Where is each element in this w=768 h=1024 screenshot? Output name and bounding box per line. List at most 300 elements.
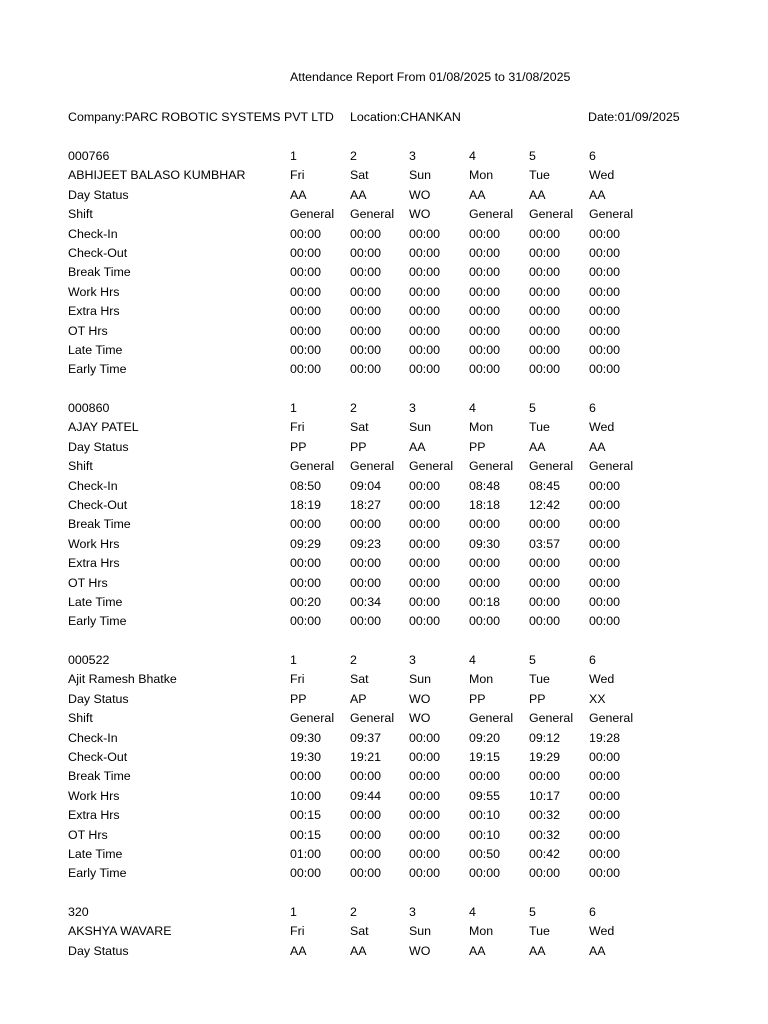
day-cell: General — [589, 711, 634, 726]
break-time-row — [0, 515, 768, 534]
row-label: Break Time — [68, 265, 131, 280]
row-label: Work Hrs — [68, 536, 120, 551]
day-cell: 00:18 — [469, 594, 501, 609]
day-cell: 09:30 — [469, 536, 501, 551]
day-cell: 4 — [469, 653, 476, 667]
day-cell: 12:42 — [529, 497, 561, 512]
day-cell: 00:00 — [589, 284, 621, 299]
day-cell: WO — [409, 943, 431, 958]
ot-hrs-row — [0, 574, 768, 593]
day-cell: 09:12 — [529, 730, 561, 745]
day-cell: General — [529, 711, 574, 726]
day-cell: 4 — [469, 149, 476, 163]
day-cell: 00:10 — [469, 827, 501, 842]
day-cell: 09:23 — [350, 536, 382, 551]
row-label: OT Hrs — [68, 827, 108, 842]
day-cell: 00:00 — [290, 866, 322, 881]
day-cell: 00:32 — [529, 808, 561, 823]
shift-row — [0, 709, 768, 728]
day-cell: 00:32 — [529, 827, 561, 842]
day-cell: 00:00 — [589, 362, 621, 377]
day-cell: 00:00 — [409, 846, 441, 861]
day-cell: 00:00 — [589, 245, 621, 260]
day-cell: Sat — [350, 924, 369, 939]
row-label: Early Time — [68, 614, 127, 629]
day-cell: 00:00 — [409, 478, 441, 493]
day-cell: 00:00 — [589, 323, 621, 338]
day-cell: 09:20 — [469, 730, 501, 745]
row-label: Day Status — [68, 439, 129, 454]
day-status-row — [0, 186, 768, 205]
day-cell: 00:00 — [469, 342, 501, 357]
day-cell: 00:00 — [589, 808, 621, 823]
day-cell: 2 — [350, 149, 357, 163]
day-cell: Sun — [409, 420, 432, 435]
day-cell: 00:00 — [350, 808, 382, 823]
day-cell: 6 — [589, 149, 596, 163]
extra-hrs-row — [0, 302, 768, 321]
day-cell: 00:00 — [589, 866, 621, 881]
day-cell: 00:00 — [290, 226, 322, 241]
day-cell: 00:00 — [469, 575, 501, 590]
row-label: Check-In — [68, 226, 118, 241]
day-cell: 00:00 — [350, 517, 382, 532]
day-cell: General — [529, 207, 574, 222]
day-cell: 00:00 — [409, 866, 441, 881]
row-label: Check-Out — [68, 245, 128, 260]
row-label: AKSHYA WAVARE — [68, 924, 172, 939]
day-cell: 00:00 — [469, 284, 501, 299]
day-cell: 10:17 — [529, 788, 561, 803]
day-cell: 00:00 — [290, 769, 322, 784]
day-cell: XX — [589, 691, 606, 706]
day-cell: 00:00 — [529, 245, 561, 260]
day-cell: 3 — [409, 401, 416, 415]
day-cell: 00:00 — [469, 866, 501, 881]
employee-block — [0, 147, 768, 380]
report-title: Attendance Report From 01/08/2025 to 31/08/2025 — [290, 70, 571, 84]
day-cell: 00:00 — [290, 304, 322, 319]
day-cell: 00:00 — [290, 323, 322, 338]
day-cell: 00:00 — [589, 788, 621, 803]
day-cell: 00:00 — [350, 556, 382, 571]
day-cell: 00:00 — [529, 769, 561, 784]
check-in-row — [0, 729, 768, 748]
day-cell: AA — [529, 187, 546, 202]
day-cell: Sat — [350, 168, 369, 183]
employee-code-row — [0, 903, 768, 922]
day-cell: 5 — [529, 401, 536, 415]
day-cell: AA — [290, 943, 307, 958]
day-cell: 09:55 — [469, 788, 501, 803]
day-cell: 00:00 — [409, 769, 441, 784]
extra-hrs-row — [0, 554, 768, 573]
late-time-row — [0, 845, 768, 864]
day-cell: 00:00 — [409, 808, 441, 823]
day-cell: AA — [589, 439, 606, 454]
day-cell: General — [290, 459, 335, 474]
day-cell: 00:00 — [469, 245, 501, 260]
day-cell: General — [469, 459, 514, 474]
day-cell: WO — [409, 187, 431, 202]
day-status-row — [0, 690, 768, 709]
day-cell: 00:00 — [409, 284, 441, 299]
day-cell: 00:42 — [529, 846, 561, 861]
day-cell: Wed — [589, 420, 615, 435]
day-cell: PP — [290, 691, 307, 706]
day-cell: 00:00 — [469, 362, 501, 377]
row-label: Extra Hrs — [68, 808, 120, 823]
day-cell: 00:00 — [350, 284, 382, 299]
day-cell: 03:57 — [529, 536, 561, 551]
day-cell: 09:04 — [350, 478, 382, 493]
late-time-row — [0, 341, 768, 360]
day-cell: 6 — [589, 905, 596, 919]
day-cell: 00:00 — [589, 594, 621, 609]
row-label: 320 — [68, 905, 89, 919]
day-cell: 00:00 — [350, 846, 382, 861]
day-cell: 09:30 — [290, 730, 322, 745]
day-cell: 00:00 — [409, 749, 441, 764]
day-cell: 00:00 — [469, 226, 501, 241]
break-time-row — [0, 767, 768, 786]
employee-name-row — [0, 922, 768, 941]
day-cell: General — [290, 711, 335, 726]
day-cell: 1 — [290, 905, 297, 919]
day-status-row — [0, 942, 768, 961]
day-cell: 5 — [529, 905, 536, 919]
day-cell: 00:00 — [409, 788, 441, 803]
day-cell: 00:00 — [290, 575, 322, 590]
row-label: Shift — [68, 711, 93, 726]
day-cell: Tue — [529, 924, 550, 939]
day-cell: 00:00 — [469, 769, 501, 784]
ot-hrs-row — [0, 322, 768, 341]
day-cell: Sun — [409, 672, 432, 687]
day-cell: 00:00 — [589, 536, 621, 551]
work-hrs-row — [0, 787, 768, 806]
row-label: Extra Hrs — [68, 556, 120, 571]
employee-name-row — [0, 166, 768, 185]
row-label: 000860 — [68, 401, 110, 415]
early-time-row — [0, 864, 768, 883]
day-cell: 00:00 — [350, 265, 382, 280]
day-cell: 00:00 — [409, 342, 441, 357]
break-time-row — [0, 263, 768, 282]
day-cell: 00:20 — [290, 594, 322, 609]
day-cell: AA — [350, 943, 367, 958]
day-cell: 00:00 — [529, 866, 561, 881]
row-label: 000766 — [68, 149, 110, 163]
day-cell: 3 — [409, 653, 416, 667]
day-cell: PP — [469, 439, 486, 454]
day-cell: AA — [589, 187, 606, 202]
day-cell: 00:00 — [350, 362, 382, 377]
row-label: OT Hrs — [68, 323, 108, 338]
row-label: Work Hrs — [68, 788, 120, 803]
day-cell: 00:00 — [290, 614, 322, 629]
row-label: Day Status — [68, 943, 129, 958]
day-cell: 00:00 — [469, 304, 501, 319]
day-cell: 00:10 — [469, 808, 501, 823]
employee-code-row — [0, 651, 768, 670]
report-date: Date:01/09/2025 — [588, 110, 680, 124]
employee-block — [0, 399, 768, 632]
day-cell: PP — [529, 691, 546, 706]
day-cell: 00:00 — [589, 846, 621, 861]
location: Location:CHANKAN — [350, 110, 461, 124]
day-cell: 09:29 — [290, 536, 322, 551]
day-cell: 00:00 — [350, 614, 382, 629]
check-out-row — [0, 244, 768, 263]
day-cell: AA — [290, 187, 307, 202]
day-cell: 18:18 — [469, 497, 501, 512]
day-cell: Mon — [469, 420, 494, 435]
row-label: Extra Hrs — [68, 304, 120, 319]
day-cell: 00:00 — [529, 323, 561, 338]
day-cell: Sat — [350, 672, 369, 687]
day-cell: 00:00 — [409, 323, 441, 338]
day-cell: AA — [350, 187, 367, 202]
day-cell: 08:50 — [290, 478, 322, 493]
day-cell: 00:00 — [290, 517, 322, 532]
day-cell: 00:00 — [350, 245, 382, 260]
day-cell: AA — [409, 439, 426, 454]
day-cell: 00:00 — [589, 226, 621, 241]
day-cell: 00:00 — [350, 342, 382, 357]
day-cell: WO — [409, 207, 431, 222]
row-label: Day Status — [68, 691, 129, 706]
day-cell: PP — [350, 439, 367, 454]
employee-name-row — [0, 418, 768, 437]
day-cell: Fri — [290, 420, 305, 435]
day-cell: 00:00 — [469, 517, 501, 532]
day-cell: Wed — [589, 924, 615, 939]
day-cell: 00:00 — [589, 575, 621, 590]
day-cell: Fri — [290, 168, 305, 183]
day-cell: 1 — [290, 401, 297, 415]
day-cell: 08:45 — [529, 478, 561, 493]
day-cell: AA — [529, 943, 546, 958]
day-cell: General — [589, 459, 634, 474]
day-cell: AP — [350, 691, 367, 706]
day-cell: 00:00 — [409, 556, 441, 571]
day-cell: 00:00 — [529, 614, 561, 629]
day-cell: Mon — [469, 672, 494, 687]
work-hrs-row — [0, 535, 768, 554]
day-cell: Wed — [589, 168, 615, 183]
day-cell: 00:00 — [529, 304, 561, 319]
extra-hrs-row — [0, 806, 768, 825]
row-label: Early Time — [68, 866, 127, 881]
day-cell: 00:00 — [589, 342, 621, 357]
day-cell: 01:00 — [290, 846, 322, 861]
day-cell: General — [469, 207, 514, 222]
employee-code-row — [0, 147, 768, 166]
employee-block — [0, 903, 768, 961]
row-label: AJAY PATEL — [68, 420, 139, 435]
day-cell: 00:00 — [469, 556, 501, 571]
row-label: Work Hrs — [68, 284, 120, 299]
day-cell: 00:00 — [409, 594, 441, 609]
day-cell: 00:00 — [409, 362, 441, 377]
day-cell: 00:00 — [409, 517, 441, 532]
day-cell: 00:00 — [589, 265, 621, 280]
day-cell: General — [350, 459, 395, 474]
day-cell: 1 — [290, 653, 297, 667]
day-cell: 00:00 — [589, 556, 621, 571]
day-cell: AA — [589, 943, 606, 958]
day-cell: General — [529, 459, 574, 474]
day-cell: General — [589, 207, 634, 222]
day-cell: WO — [409, 691, 431, 706]
day-cell: 00:00 — [529, 342, 561, 357]
day-cell: 00:00 — [290, 245, 322, 260]
day-cell: General — [409, 459, 454, 474]
day-cell: 00:00 — [409, 497, 441, 512]
day-cell: 00:00 — [469, 323, 501, 338]
check-out-row — [0, 748, 768, 767]
day-cell: 19:29 — [529, 749, 561, 764]
work-hrs-row — [0, 283, 768, 302]
day-cell: 00:00 — [469, 614, 501, 629]
day-cell: WO — [409, 711, 431, 726]
day-cell: AA — [469, 187, 486, 202]
day-cell: 19:21 — [350, 749, 382, 764]
row-label: Shift — [68, 207, 93, 222]
day-cell: 19:15 — [469, 749, 501, 764]
day-cell: 00:15 — [290, 827, 322, 842]
day-cell: 00:00 — [529, 594, 561, 609]
day-cell: 00:00 — [350, 575, 382, 590]
day-cell: 00:00 — [409, 730, 441, 745]
day-cell: 00:00 — [409, 536, 441, 551]
day-cell: 00:00 — [589, 827, 621, 842]
day-cell: 00:00 — [529, 362, 561, 377]
shift-row — [0, 457, 768, 476]
day-cell: 4 — [469, 905, 476, 919]
day-cell: Sun — [409, 924, 432, 939]
day-cell: 08:48 — [469, 478, 501, 493]
day-cell: 00:00 — [409, 614, 441, 629]
row-label: Ajit Ramesh Bhatke — [68, 672, 177, 687]
day-cell: 00:00 — [350, 866, 382, 881]
day-cell: 18:19 — [290, 497, 322, 512]
day-cell: 00:00 — [589, 304, 621, 319]
day-cell: 00:00 — [350, 769, 382, 784]
day-cell: 00:00 — [529, 556, 561, 571]
day-cell: AA — [529, 439, 546, 454]
day-cell: 19:28 — [589, 730, 621, 745]
day-cell: 00:00 — [529, 517, 561, 532]
row-label: OT Hrs — [68, 575, 108, 590]
row-label: Late Time — [68, 594, 123, 609]
row-label: Late Time — [68, 342, 123, 357]
day-cell: General — [350, 711, 395, 726]
employee-code-row — [0, 399, 768, 418]
early-time-row — [0, 612, 768, 631]
row-label: Late Time — [68, 846, 123, 861]
row-label: Shift — [68, 459, 93, 474]
day-cell: 00:00 — [589, 614, 621, 629]
day-cell: 2 — [350, 905, 357, 919]
day-cell: 00:00 — [529, 226, 561, 241]
early-time-row — [0, 360, 768, 379]
day-cell: 19:30 — [290, 749, 322, 764]
day-cell: Mon — [469, 168, 494, 183]
day-cell: 00:00 — [529, 265, 561, 280]
row-label: Break Time — [68, 769, 131, 784]
day-cell: Mon — [469, 924, 494, 939]
employee-block — [0, 651, 768, 884]
row-label: Check-Out — [68, 749, 128, 764]
day-cell: 6 — [589, 653, 596, 667]
company-name: Company:PARC ROBOTIC SYSTEMS PVT LTD — [68, 110, 334, 124]
check-out-row — [0, 496, 768, 515]
employee-name-row — [0, 670, 768, 689]
day-cell: 00:00 — [469, 265, 501, 280]
day-cell: General — [290, 207, 335, 222]
row-label: ABHIJEET BALASO KUMBHAR — [68, 168, 246, 183]
day-cell: 5 — [529, 149, 536, 163]
day-cell: 09:37 — [350, 730, 382, 745]
check-in-row — [0, 225, 768, 244]
day-cell: 00:00 — [409, 226, 441, 241]
day-cell: 2 — [350, 653, 357, 667]
day-cell: 00:00 — [409, 827, 441, 842]
day-cell: 00:00 — [290, 284, 322, 299]
ot-hrs-row — [0, 826, 768, 845]
day-cell: 00:00 — [409, 265, 441, 280]
day-cell: 00:00 — [350, 323, 382, 338]
day-cell: AA — [469, 943, 486, 958]
day-cell: Tue — [529, 672, 550, 687]
day-cell: 00:00 — [350, 827, 382, 842]
row-label: Check-In — [68, 730, 118, 745]
day-cell: 00:00 — [290, 556, 322, 571]
late-time-row — [0, 593, 768, 612]
day-cell: 00:00 — [529, 575, 561, 590]
day-cell: 00:15 — [290, 808, 322, 823]
row-label: 000522 — [68, 653, 110, 667]
day-cell: 00:00 — [409, 245, 441, 260]
day-cell: 00:00 — [589, 517, 621, 532]
day-cell: 2 — [350, 401, 357, 415]
day-cell: 5 — [529, 653, 536, 667]
day-cell: 1 — [290, 149, 297, 163]
day-cell: 09:44 — [350, 788, 382, 803]
day-cell: 00:00 — [350, 304, 382, 319]
row-label: Check-Out — [68, 497, 128, 512]
day-cell: General — [350, 207, 395, 222]
day-cell: 6 — [589, 401, 596, 415]
day-cell: Tue — [529, 420, 550, 435]
day-cell: 00:00 — [409, 575, 441, 590]
day-cell: 00:00 — [350, 226, 382, 241]
row-label: Day Status — [68, 187, 129, 202]
day-cell: 00:00 — [529, 284, 561, 299]
check-in-row — [0, 477, 768, 496]
row-label: Early Time — [68, 362, 127, 377]
report-header — [0, 110, 680, 130]
day-cell: Fri — [290, 924, 305, 939]
day-cell: Fri — [290, 672, 305, 687]
day-cell: General — [469, 711, 514, 726]
day-cell: 00:00 — [290, 265, 322, 280]
day-status-row — [0, 438, 768, 457]
day-cell: 3 — [409, 149, 416, 163]
day-cell: PP — [290, 439, 307, 454]
